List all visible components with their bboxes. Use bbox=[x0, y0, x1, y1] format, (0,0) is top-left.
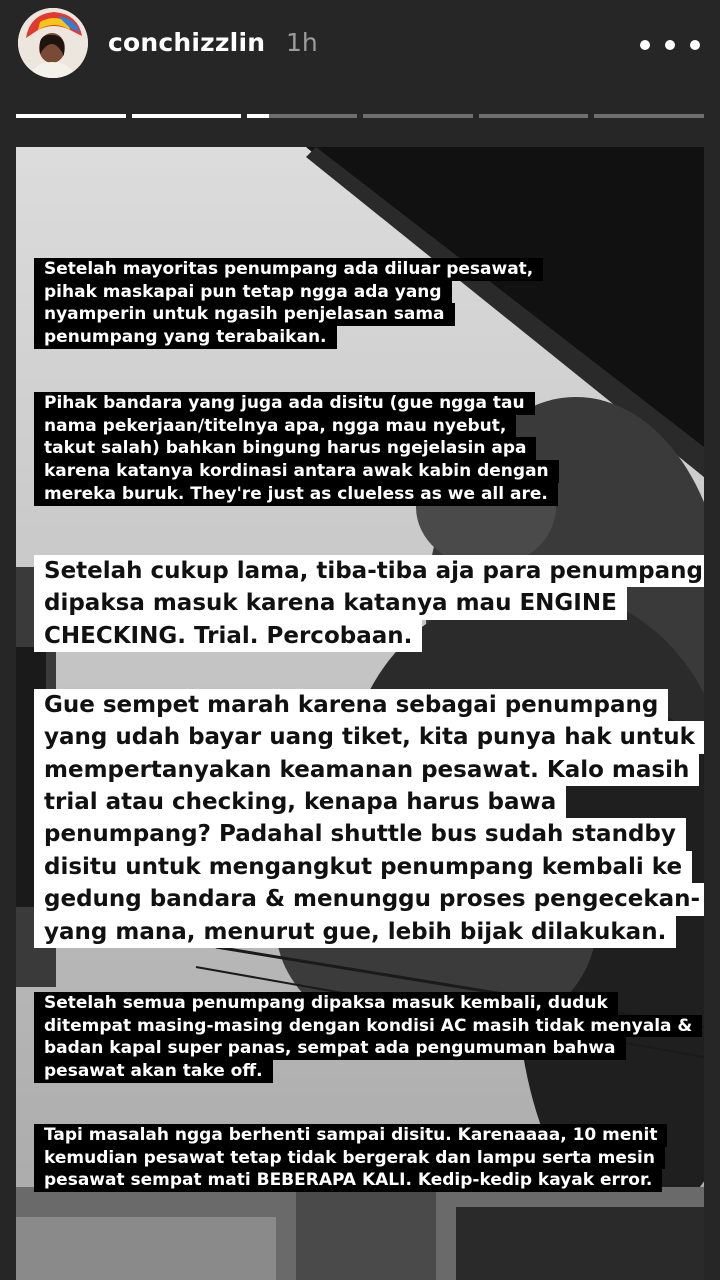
post-time: 1h bbox=[286, 28, 318, 57]
progress-segment bbox=[363, 114, 473, 118]
caption-line: Setelah cukup lama, tiba-tiba aja para penumpang bbox=[34, 555, 704, 587]
caption-line: pihak maskapai pun tetap ngga ada yang bbox=[34, 281, 452, 304]
caption-line: badan kapal super panas, sempat ada pengumuman bahwa bbox=[34, 1037, 626, 1060]
story-header bbox=[0, 0, 720, 110]
caption-line: dipaksa masuk karena katanya mau ENGINE bbox=[34, 587, 627, 619]
caption-line: ditempat masing-masing dengan kondisi AC masih tidak menyala & bbox=[34, 1015, 702, 1038]
caption-line: yang mana, menurut gue, lebih bijak dilakukan. bbox=[34, 916, 676, 948]
caption-line: nyamperin untuk ngasih penjelasan sama bbox=[34, 303, 455, 326]
caption-box-4 bbox=[34, 689, 704, 948]
caption-line: penumpang? Padahal shuttle bus sudah standby bbox=[34, 818, 686, 850]
caption-line: Tapi masalah ngga berhenti sampai disitu. Karenaaaa, 10 menit bbox=[34, 1124, 667, 1147]
progress-segment bbox=[479, 114, 589, 118]
caption-line: Setelah mayoritas penumpang ada diluar pesawat, bbox=[34, 258, 543, 281]
caption-box-2 bbox=[34, 392, 559, 506]
caption-line: pesawat akan take off. bbox=[34, 1060, 273, 1083]
caption-line: CHECKING. Trial. Percobaan. bbox=[34, 620, 422, 652]
caption-line: nama pekerjaan/titelnya apa, ngga mau nyebut, bbox=[34, 415, 516, 438]
username[interactable]: conchizzlin bbox=[108, 28, 266, 57]
caption-line: penumpang yang terabaikan. bbox=[34, 326, 337, 349]
caption-line: Pihak bandara yang juga ada disitu (gue ngga tau bbox=[34, 392, 535, 415]
caption-line: takut salah) bahkan bingung harus ngejelasin apa bbox=[34, 437, 536, 460]
progress-segment bbox=[16, 114, 126, 118]
avatar-photo-icon bbox=[18, 8, 88, 78]
caption-line: pesawat sempat mati BEBERAPA KALI. Kedip-kedip kayak error. bbox=[34, 1169, 662, 1192]
avatar[interactable] bbox=[18, 8, 88, 78]
caption-line: disitu untuk mengangkut penumpang kembali ke bbox=[34, 851, 692, 883]
caption-line: Setelah semua penumpang dipaksa masuk kembali, duduk bbox=[34, 992, 618, 1015]
caption-line: yang udah bayar uang tiket, kita punya hak untuk bbox=[34, 721, 704, 753]
story-content[interactable] bbox=[16, 147, 704, 1280]
caption-box-5 bbox=[34, 992, 702, 1083]
story-progress-bar bbox=[16, 114, 704, 120]
caption-line: trial atau checking, kenapa harus bawa bbox=[34, 786, 566, 818]
caption-box-3 bbox=[34, 555, 704, 652]
caption-box-1 bbox=[34, 258, 543, 349]
more-horizontal-icon[interactable] bbox=[640, 30, 700, 60]
progress-segment bbox=[132, 114, 242, 118]
caption-line: mereka buruk. They're just as clueless as we all are. bbox=[34, 483, 558, 506]
caption-box-6 bbox=[34, 1124, 667, 1192]
caption-line: karena katanya kordinasi antara awak kabin dengan bbox=[34, 460, 559, 483]
progress-segment bbox=[247, 114, 357, 118]
caption-line: kemudian pesawat tetap tidak bergerak dan lampu serta mesin bbox=[34, 1147, 665, 1170]
progress-segment bbox=[594, 114, 704, 118]
caption-line: gedung bandara & menunggu proses pengecekan- bbox=[34, 883, 704, 915]
caption-line: mempertanyakan keamanan pesawat. Kalo masih bbox=[34, 754, 699, 786]
caption-line: Gue sempet marah karena sebagai penumpang bbox=[34, 689, 668, 721]
